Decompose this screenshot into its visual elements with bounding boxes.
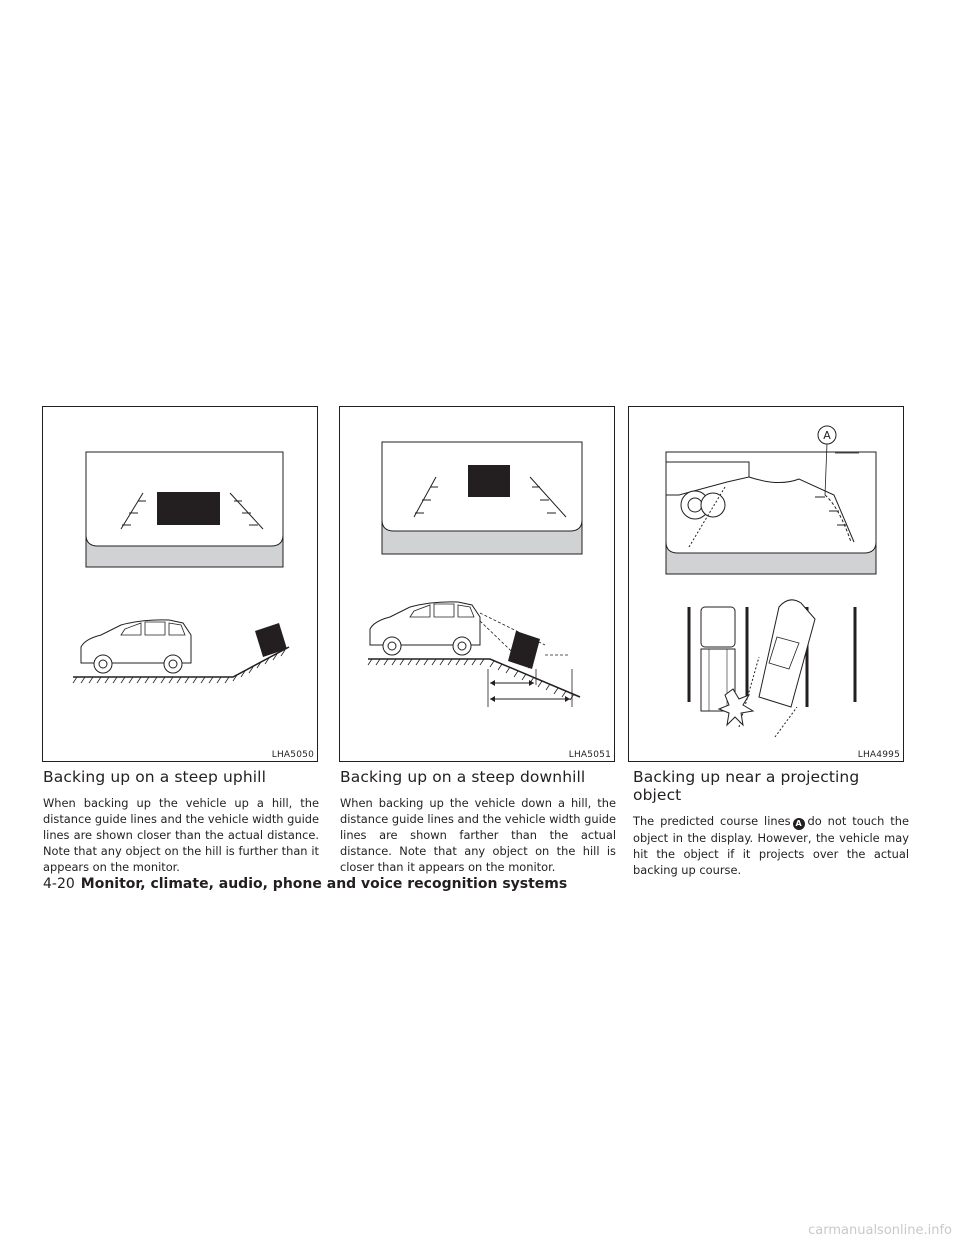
- chapter-title: Monitor, climate, audio, phone and voice recognition systems: [80, 876, 568, 892]
- section-text: When backing up the vehicle up a hill, the distance guide lines and the vehicle width guide lines are shown closer than the actual distance. Note that any object on the hill is further than it appears on the monitor.: [43, 796, 319, 874]
- figure-code: LHA4995: [857, 750, 900, 760]
- downhill-illustration: [340, 407, 616, 763]
- section-text-before: The predicted course lines: [633, 814, 791, 828]
- section-downhill: [340, 768, 616, 875]
- section-text: When backing up the vehicle down a hill, the distance guide lines and the vehicle width guide lines are shown farther than the actual distance. Note that any object on the hill is closer than it appears on the monitor.: [340, 796, 616, 874]
- figure-code: LHA5050: [271, 750, 314, 760]
- figure-uphill: [42, 406, 318, 762]
- section-text-after: do not touch the object in the display. However, the vehicle may hit the object if it projects over the actual backing up course.: [633, 814, 909, 877]
- projecting-object-illustration: [629, 407, 905, 763]
- section-uphill: [43, 768, 319, 875]
- callout-label: A: [823, 429, 831, 442]
- uphill-illustration: [43, 407, 319, 763]
- section-heading: Backing up near a projecting object: [633, 768, 860, 804]
- figure-projecting-object: [628, 406, 904, 762]
- section-heading: Backing up on a steep uphill: [43, 768, 266, 786]
- watermark[interactable]: carmanualsonline.info: [808, 1223, 952, 1238]
- section-projecting-object: [633, 768, 909, 878]
- section-heading: Backing up on a steep downhill: [340, 768, 586, 786]
- figure-downhill: [339, 406, 615, 762]
- figure-code: LHA5051: [568, 750, 611, 760]
- page-number: 4-20: [43, 876, 75, 892]
- section-text: [633, 813, 909, 878]
- page-footer: [43, 876, 567, 892]
- label-a-icon: A: [793, 818, 805, 830]
